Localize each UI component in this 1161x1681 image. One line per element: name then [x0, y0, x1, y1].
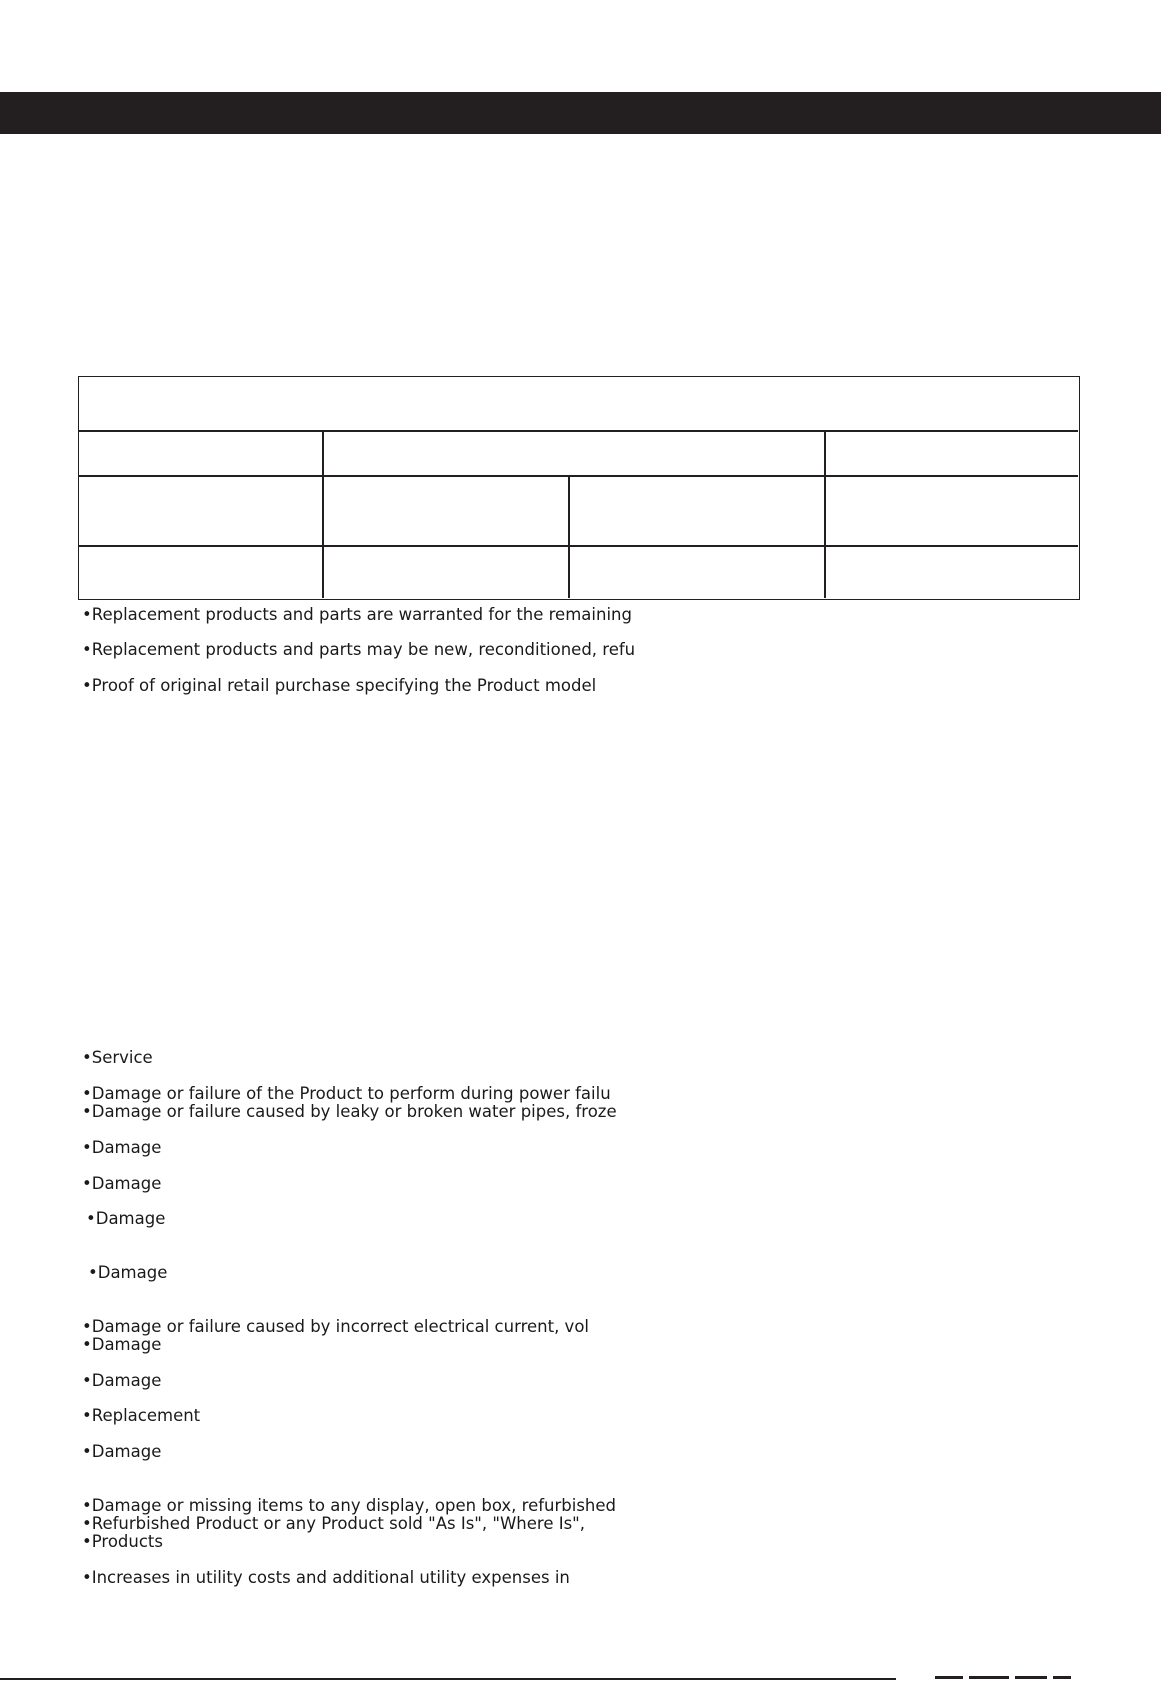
exclusion-item: •Damage — [82, 1442, 162, 1461]
exclusion-item: •Damage — [82, 1371, 162, 1390]
exclusion-item: •Damage — [82, 1335, 162, 1354]
exclusion-item: •Damage — [82, 1138, 162, 1157]
section-header-bar — [0, 92, 1161, 134]
footer-mark — [935, 1676, 1095, 1681]
warranty-period-table — [78, 376, 1080, 600]
table-row-divider — [79, 545, 1078, 547]
coverage-note: •Replacement products and parts may be new, reconditioned, refu — [82, 640, 636, 659]
coverage-note: •Proof of original retail purchase specifying the Product model — [82, 676, 597, 695]
exclusion-item: •Damage or failure caused by incorrect electrical current, vol — [82, 1317, 590, 1336]
exclusion-item: •Damage — [86, 1209, 166, 1228]
exclusion-item: •Products — [82, 1532, 163, 1551]
table-column-divider — [322, 430, 324, 598]
exclusion-item: •Service — [82, 1048, 153, 1067]
coverage-note: •Replacement products and parts are warranted for the remaining — [82, 605, 632, 624]
exclusion-item: •Damage — [82, 1174, 162, 1193]
table-column-divider — [568, 475, 570, 598]
exclusion-item: •Replacement — [82, 1406, 201, 1425]
exclusion-item: •Refurbished Product or any Product sold "As Is", "Where Is", — [82, 1514, 586, 1533]
exclusion-item: •Increases in utility costs and additional utility expenses in — [82, 1568, 570, 1587]
table-column-divider — [824, 430, 826, 598]
table-row-divider — [79, 430, 1078, 432]
exclusion-item: •Damage or missing items to any display, open box, refurbished — [82, 1496, 617, 1515]
table-row-divider — [79, 475, 1078, 477]
footer-rule — [0, 1678, 896, 1680]
exclusion-item: •Damage or failure of the Product to perform during power failu — [82, 1084, 611, 1103]
exclusion-item: •Damage — [88, 1263, 168, 1282]
exclusion-item: •Damage or failure caused by leaky or broken water pipes, froze — [82, 1102, 617, 1121]
